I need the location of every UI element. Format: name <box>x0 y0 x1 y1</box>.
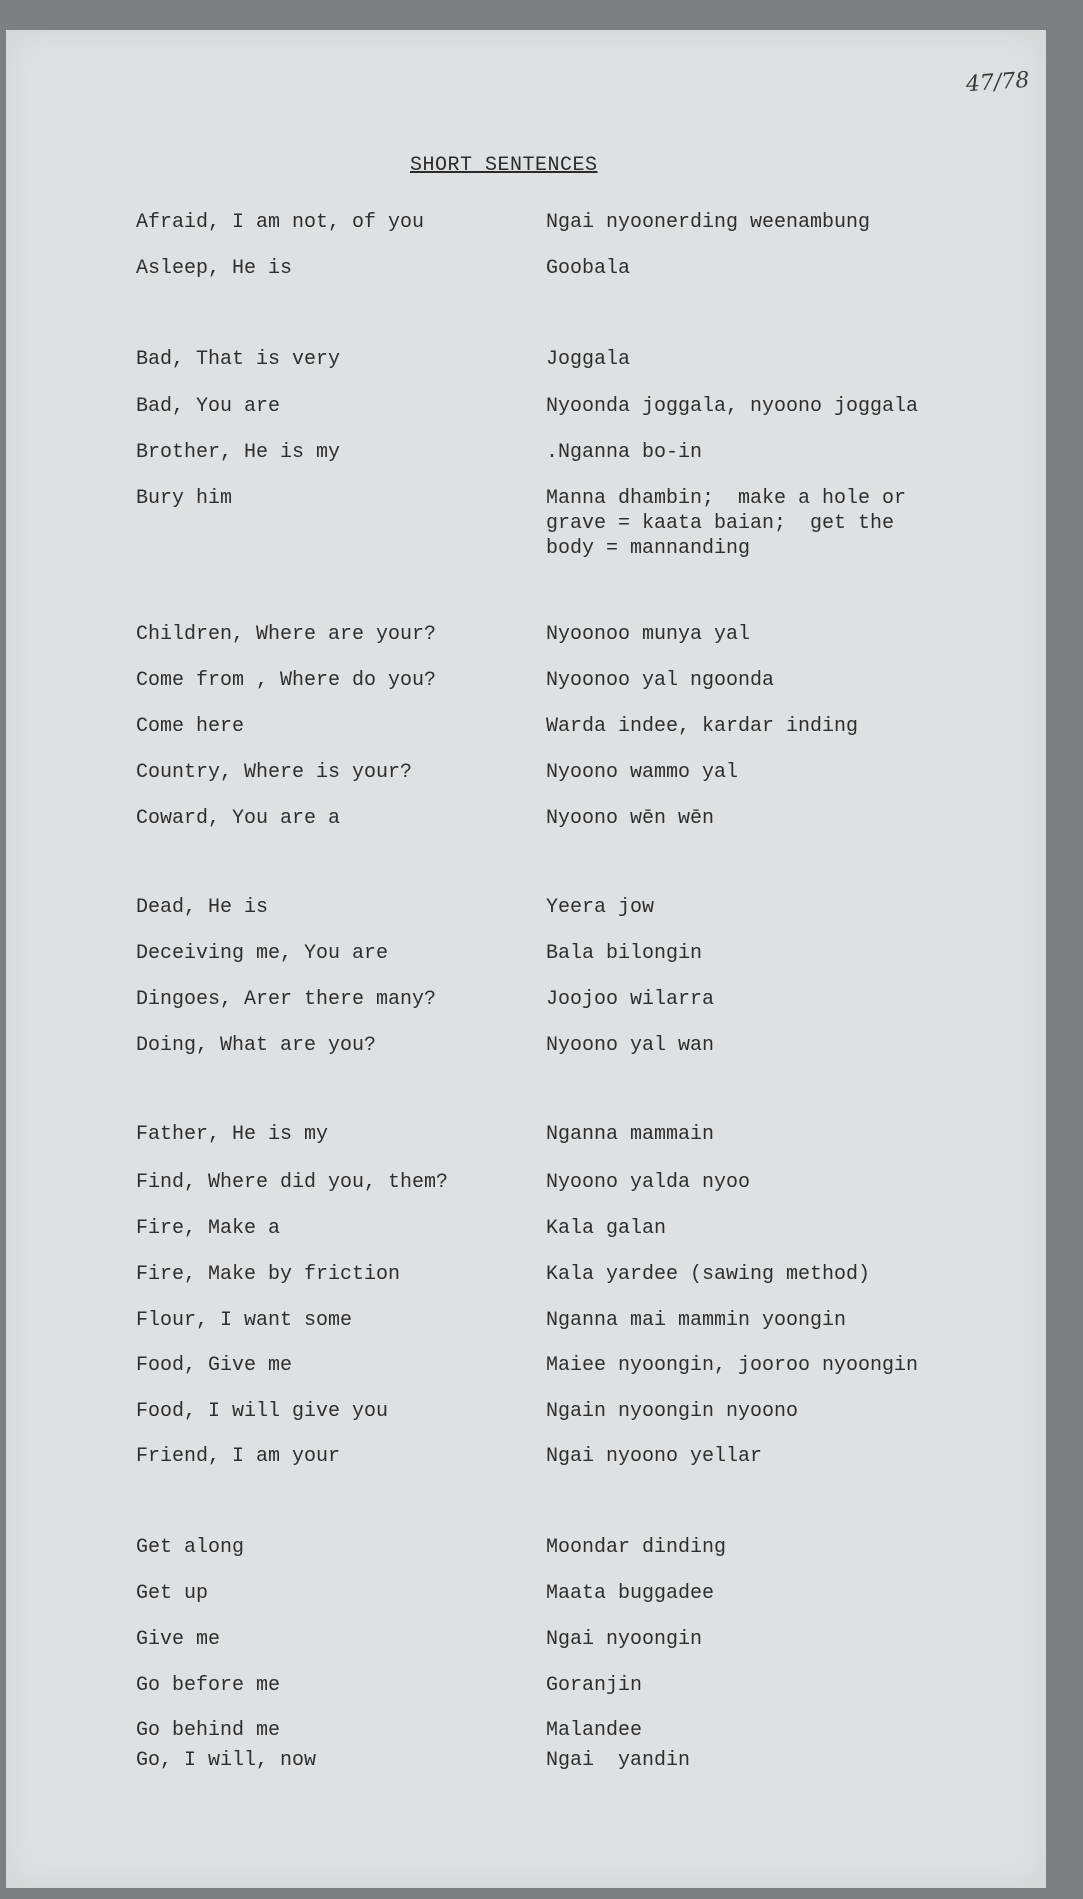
english-phrase: Dead, He is <box>136 896 269 919</box>
english-phrase: Friend, I am your <box>136 1445 341 1468</box>
aboriginal-translation: Kala yardee (sawing method) <box>546 1263 871 1286</box>
english-phrase: Go behind me <box>136 1719 281 1742</box>
page-number: 47/78 <box>965 67 1031 98</box>
aboriginal-translation: .Nganna bo-in <box>546 441 703 464</box>
english-phrase: Come here <box>136 715 245 738</box>
aboriginal-translation: Nyoonoo munya yal <box>546 623 751 646</box>
english-phrase: Find, Where did you, them? <box>136 1171 449 1194</box>
english-phrase: Go, I will, now <box>136 1749 317 1772</box>
english-phrase: Food, Give me <box>136 1354 293 1377</box>
english-phrase: Asleep, He is <box>136 257 293 280</box>
aboriginal-translation: Ngai yandin <box>546 1749 691 1772</box>
english-phrase: Doing, What are you? <box>136 1034 377 1057</box>
aboriginal-translation: Maiee nyoongin, jooroo nyoongin <box>546 1354 919 1377</box>
english-phrase: Dingoes, Arer there many? <box>136 988 437 1011</box>
aboriginal-translation: Ngai nyoono yellar <box>546 1445 763 1468</box>
english-phrase: Bad, That is very <box>136 348 341 371</box>
english-phrase: Brother, He is my <box>136 441 341 464</box>
aboriginal-translation: Goobala <box>546 257 631 280</box>
aboriginal-translation: Nyoonda joggala, nyoono joggala <box>546 395 919 418</box>
aboriginal-translation: Malandee <box>546 1719 643 1742</box>
english-phrase: Get up <box>136 1582 209 1605</box>
aboriginal-translation: Yeera jow <box>546 896 655 919</box>
aboriginal-translation: Ngain nyoongin nyoono <box>546 1400 799 1423</box>
aboriginal-translation: Moondar dinding <box>546 1536 727 1559</box>
english-phrase: Deceiving me, You are <box>136 942 389 965</box>
aboriginal-translation: Nyoono yalda nyoo <box>546 1171 751 1194</box>
english-phrase: Fire, Make by friction <box>136 1263 401 1286</box>
english-phrase: Country, Where is your? <box>136 761 413 784</box>
english-phrase: Fire, Make a <box>136 1217 281 1240</box>
english-phrase: Go before me <box>136 1674 281 1697</box>
aboriginal-translation: Nyoono wēn wēn <box>546 807 715 830</box>
aboriginal-translation: Joojoo wilarra <box>546 988 715 1011</box>
aboriginal-translation: Ngai nyoonerding weenambung <box>546 211 871 234</box>
document-title: SHORT SENTENCES <box>410 154 598 177</box>
english-phrase: Flour, I want some <box>136 1309 353 1332</box>
aboriginal-translation: Joggala <box>546 348 631 371</box>
english-phrase: Afraid, I am not, of you <box>136 211 425 234</box>
aboriginal-translation: Goranjin <box>546 1674 643 1697</box>
aboriginal-translation: Bala bilongin <box>546 942 703 965</box>
english-phrase: Children, Where are your? <box>136 623 437 646</box>
aboriginal-translation: Nganna mammain <box>546 1123 715 1146</box>
aboriginal-translation: Manna dhambin; make a hole or grave = kaata baian; get the body = mannanding <box>546 487 907 560</box>
aboriginal-translation: Kala galan <box>546 1217 667 1240</box>
english-phrase: Father, He is my <box>136 1123 329 1146</box>
aboriginal-translation: Nyoono wammo yal <box>546 761 739 784</box>
english-phrase: Get along <box>136 1536 245 1559</box>
aboriginal-translation: Nyoonoo yal ngoonda <box>546 669 775 692</box>
document-page <box>6 30 1046 1888</box>
aboriginal-translation: Maata buggadee <box>546 1582 715 1605</box>
english-phrase: Come from , Where do you? <box>136 669 437 692</box>
aboriginal-translation: Nyoono yal wan <box>546 1034 715 1057</box>
english-phrase: Give me <box>136 1628 221 1651</box>
english-phrase: Bury him <box>136 487 233 510</box>
english-phrase: Bad, You are <box>136 395 281 418</box>
english-phrase: Coward, You are a <box>136 807 341 830</box>
aboriginal-translation: Warda indee, kardar inding <box>546 715 859 738</box>
english-phrase: Food, I will give you <box>136 1400 389 1423</box>
aboriginal-translation: Nganna mai mammin yoongin <box>546 1309 847 1332</box>
aboriginal-translation: Ngai nyoongin <box>546 1628 703 1651</box>
